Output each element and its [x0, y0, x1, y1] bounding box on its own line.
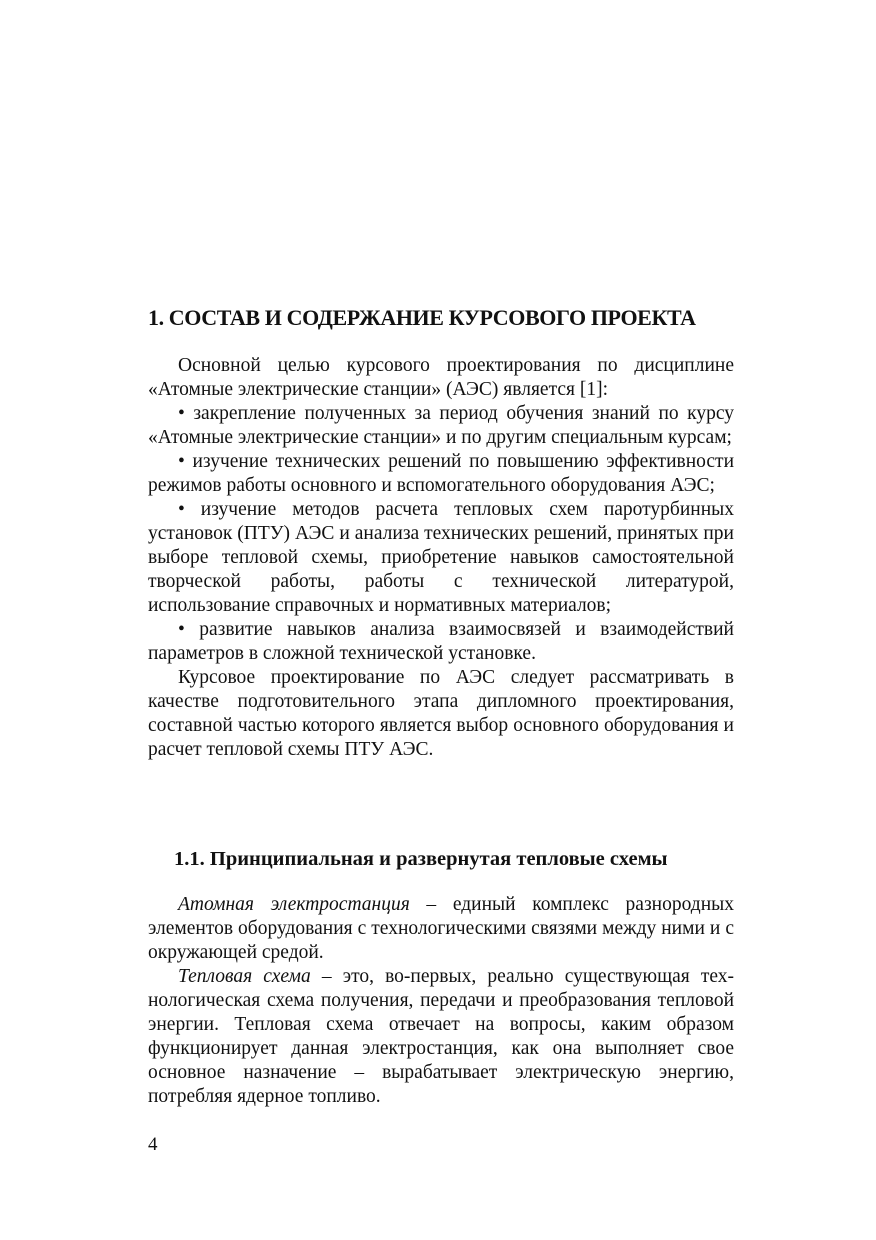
document-page	[148, 0, 734, 1240]
goal-bullet-2: • изучение технических решений по повышению эффективности режимов работы основного и вспомогательного оборудования АЭС;	[148, 451, 734, 496]
chapter-title: 1. СОСТАВ И СОДЕРЖАНИЕ КУРСОВОГО ПРОЕКТА	[148, 305, 696, 330]
intro-closing-paragraph: Курсовое проектирование по АЭС следует рассматривать в качестве подготовительного этапа дипломного проектирования, составной частью которого является выбор основного оборудования и расчет тепловой схемы ПТУ АЭС.	[148, 667, 734, 760]
intro-block	[148, 354, 734, 762]
intro-lead-paragraph: Основной целью курсового проектирования по дисциплине «Атомные электрические станции» (АЭС) является [1]:	[148, 355, 734, 400]
definition-npp-paragraph	[148, 893, 734, 965]
definition-text-npp: – единый комплекс разнородных элементов оборудования с технологическими связями между ними и с окружающей средой.	[148, 894, 734, 963]
goal-bullet-3: • изучение методов расчета тепловых схем паротурбинных установок (ПТУ) АЭС и анализа технических решений, принятых при выборе тепловой схемы, приобретение навыков самостоятельной творческой работы, работы с технической литературой, использование справочных и нормативных материалов;	[148, 499, 734, 616]
definition-term-npp: Атомная электростанция	[178, 894, 410, 915]
definition-text-thermal-scheme: – это, во-первых, реально существующая технологическая схема получения, передачи и преобразования тепловой энергии. Тепловая схема отвечает на вопросы, каким образом функционирует данная электростанция, как она выполняет свое основное назначение – вырабатывает электрическую энергию, потребляя ядерное топливо.	[148, 966, 734, 1107]
definition-thermal-scheme-paragraph	[148, 965, 734, 1109]
goal-bullet-1: • закрепление полученных за период обучения знаний по курсу «Атомные электрические станции» и по другим специальным курсам;	[148, 403, 734, 448]
section-body	[148, 893, 734, 1109]
section-title: 1.1. Принципиальная и развернутая тепловые схемы	[174, 848, 668, 870]
goal-bullet-4: • развитие навыков анализа взаимосвязей и взаимодействий параметров в сложной технической установке.	[148, 619, 734, 664]
definition-term-thermal-scheme: Тепловая схема	[178, 966, 311, 987]
page-number: 4	[148, 1134, 158, 1155]
